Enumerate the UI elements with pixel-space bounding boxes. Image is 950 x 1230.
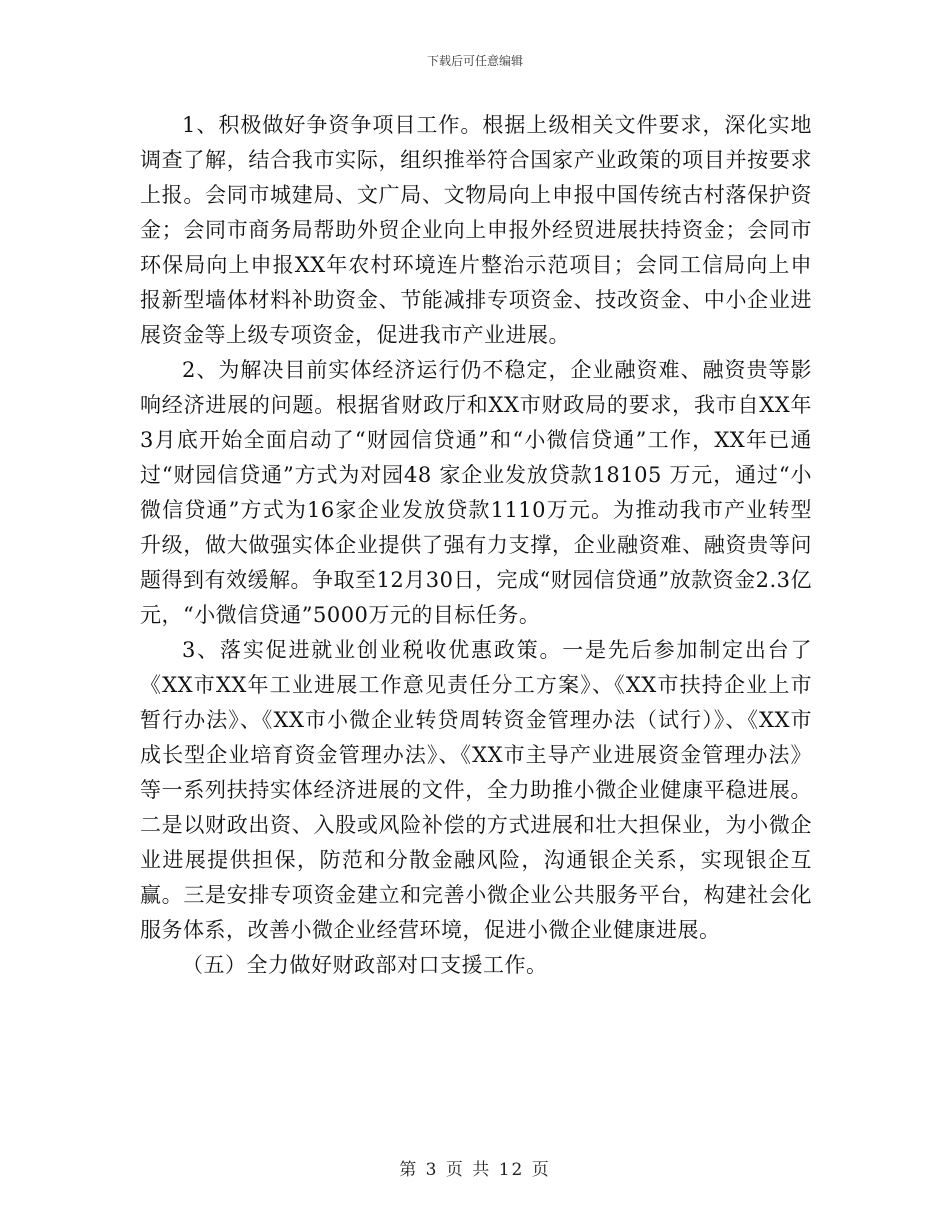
page-number-footer: 第 3 页 共 12 页: [399, 1160, 551, 1180]
section-heading-5: （五）全力做好财政部对口支援工作。: [182, 953, 548, 977]
paragraph-2: 2、为解决目前实体经济运行仍不稳定，企业融资难、融资贵等影响经济进展的问题。根据省财政厅和XX市财政局的要求，我市自XX年3月底开始全面启动了“财园信贷通”和“小微信贷通”工作，XX年已通过“财园信贷通”方式为对园48 家企业发放贷款18105 万元，通过“小微信贷通”方式为16家企业发放贷款1110万元。为推动我市产业转型升级，做大做强实体企业提供了强有力支撑，企业融资难、融资贵等问题得到有效缓解。争取至12月30日，完成“财园信贷通”放款资金2.3亿元，“小微信贷通”5000万元的目标任务。: [140, 358, 812, 627]
paragraph-1: 1、积极做好争资争项目工作。根据上级相关文件要求，深化实地调查了解，结合我市实际，组织推举符合国家产业政策的项目并按要求上报。会同市城建局、文广局、文物局向上申报中国传统古村落保护资金；会同市商务局帮助外贸企业向上申报外经贸进展扶持资金；会同市环保局向上申报XX年农村环境连片整治示范项目；会同工信局向上申报新型墙体材料补助资金、节能减排专项资金、技改资金、中小企业进展资金等上级专项资金，促进我市产业进展。: [140, 113, 812, 347]
page-header: 下载后可任意编辑: [426, 54, 523, 68]
paragraph-3: 3、落实促进就业创业税收优惠政策。一是先后参加制定出台了《XX市XX年工业进展工作意见责任分工方案》、《XX市扶持企业上市暂行办法》、《XX市小微企业转贷周转资金管理办法（试行）》、《XX市成长型企业培育资金管理办法》、《XX市主导产业进展资金管理办法》等一系列扶持实体经济进展的文件，全力助推小微企业健康平稳进展。二是以财政出资、入股或风险补偿的方式进展和壮大担保业，为小微企业进展提供担保，防范和分散金融风险，沟通银企关系，实现银企互赢。三是安排专项资金建立和完善小微企业公共服务平台，构建社会化服务体系，改善小微企业经营环境，促进小微企业健康进展。: [140, 638, 812, 942]
document-body: [140, 108, 812, 983]
